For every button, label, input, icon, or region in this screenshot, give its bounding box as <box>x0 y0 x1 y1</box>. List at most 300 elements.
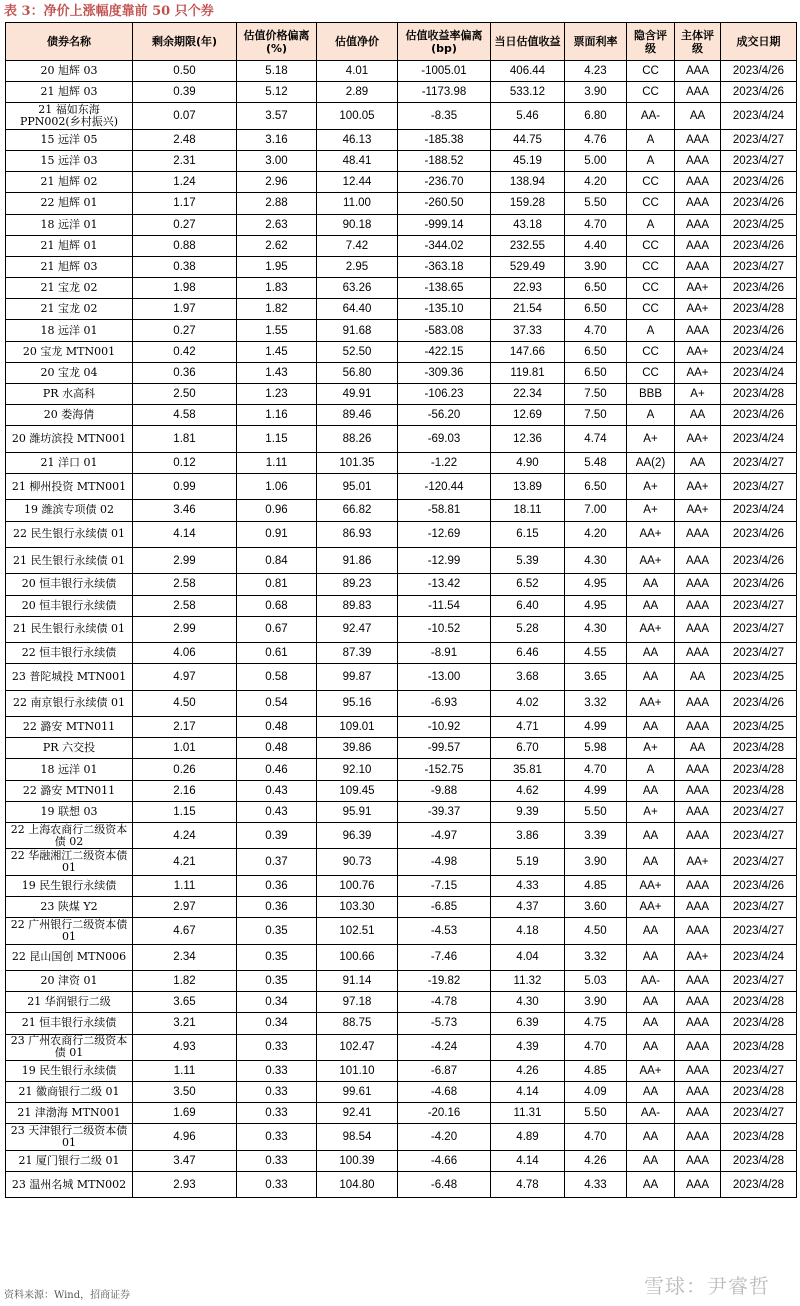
table-cell: 4.75 <box>565 1013 627 1034</box>
table-cell: 1.81 <box>133 426 237 452</box>
table-cell: 99.87 <box>317 664 398 690</box>
col-header-remaining-term: 剩余期限(年) <box>133 23 237 61</box>
table-cell: AA- <box>627 103 675 129</box>
table-cell: AA <box>627 643 675 664</box>
table-row <box>6 801 797 822</box>
table-cell: CC <box>627 61 675 82</box>
table-cell: 3.00 <box>237 150 317 171</box>
table-cell: 2023/4/28 <box>721 780 797 801</box>
table-cell: 6.50 <box>565 299 627 320</box>
table-cell: AA <box>627 1150 675 1171</box>
table-cell: 46.13 <box>317 129 398 150</box>
table-cell: 6.52 <box>491 574 565 595</box>
table-cell: 2.62 <box>237 235 317 256</box>
table-cell: -185.38 <box>398 129 491 150</box>
table-cell: 0.91 <box>237 521 317 547</box>
table-cell: 11.00 <box>317 193 398 214</box>
table-cell: 0.33 <box>237 1124 317 1150</box>
table-cell: 1.15 <box>237 426 317 452</box>
table-cell: AA <box>627 992 675 1013</box>
table-cell: 4.70 <box>565 1124 627 1150</box>
table-cell: 0.50 <box>133 61 237 82</box>
table-body <box>6 61 797 1198</box>
table-cell: 90.18 <box>317 214 398 235</box>
table-row <box>6 1172 797 1198</box>
table-cell: 23 陕煤 Y2 <box>6 896 133 917</box>
table-row <box>6 214 797 235</box>
table-cell: 2023/4/28 <box>721 738 797 759</box>
table-cell: 6.80 <box>565 103 627 129</box>
table-cell: 2.93 <box>133 1172 237 1198</box>
table-row <box>6 970 797 991</box>
table-cell: 2023/4/26 <box>721 875 797 896</box>
table-cell: 95.01 <box>317 473 398 499</box>
table-cell: -10.92 <box>398 717 491 738</box>
table-cell: 6.39 <box>491 1013 565 1034</box>
col-header-net-price: 估值净价 <box>317 23 398 61</box>
table-cell: -583.08 <box>398 320 491 341</box>
table-cell: 0.68 <box>237 595 317 616</box>
table-cell: AAA <box>675 896 721 917</box>
table-cell: 4.90 <box>491 452 565 473</box>
table-cell: 2023/4/26 <box>721 278 797 299</box>
table-cell: 2.97 <box>133 896 237 917</box>
table-cell: 3.46 <box>133 500 237 521</box>
table-cell: AAA <box>675 643 721 664</box>
table-cell: AAA <box>675 521 721 547</box>
table-cell: AA <box>627 823 675 849</box>
table-cell: 4.50 <box>565 918 627 944</box>
table-row <box>6 341 797 362</box>
table-cell: -6.87 <box>398 1060 491 1081</box>
table-cell: -999.14 <box>398 214 491 235</box>
table-row <box>6 150 797 171</box>
table-cell: AA <box>627 780 675 801</box>
table-cell: 2023/4/25 <box>721 664 797 690</box>
table-cell: 18 远洋 01 <box>6 214 133 235</box>
table-cell: 2.58 <box>133 595 237 616</box>
table-cell: 2023/4/27 <box>721 896 797 917</box>
table-row <box>6 362 797 383</box>
col-header-day-yield: 当日估值收益 <box>491 23 565 61</box>
table-cell: 4.74 <box>565 426 627 452</box>
table-cell: 0.48 <box>237 717 317 738</box>
table-cell: 20 潍坊滨投 MTN001 <box>6 426 133 452</box>
table-cell: 99.61 <box>317 1082 398 1103</box>
table-cell: 5.03 <box>565 970 627 991</box>
table-cell: 1.15 <box>133 801 237 822</box>
table-cell: 2023/4/27 <box>721 1103 797 1124</box>
table-row <box>6 1103 797 1124</box>
table-cell: AAA <box>675 214 721 235</box>
table-cell: 4.01 <box>317 61 398 82</box>
table-cell: 529.49 <box>491 256 565 277</box>
table-cell: 91.86 <box>317 547 398 573</box>
table-cell: AA- <box>627 1103 675 1124</box>
table-cell: 89.83 <box>317 595 398 616</box>
table-cell: 4.04 <box>491 944 565 970</box>
table-cell: AAA <box>675 616 721 642</box>
table-cell: 4.71 <box>491 717 565 738</box>
table-cell: 2.95 <box>317 256 398 277</box>
table-row <box>6 1082 797 1103</box>
table-cell: 22 潞安 MTN011 <box>6 717 133 738</box>
table-cell: 4.93 <box>133 1034 237 1060</box>
table-cell: A+ <box>627 426 675 452</box>
table-cell: AAA <box>675 82 721 103</box>
table-cell: 20 娄海倩 <box>6 405 133 426</box>
table-cell: 91.68 <box>317 320 398 341</box>
table-cell: 22 上海农商行二级资本债 02 <box>6 823 133 849</box>
table-cell: 2023/4/26 <box>721 574 797 595</box>
table-row <box>6 320 797 341</box>
table-cell: 3.60 <box>565 896 627 917</box>
table-cell: 92.47 <box>317 616 398 642</box>
table-cell: 2023/4/25 <box>721 214 797 235</box>
table-cell: 3.32 <box>565 944 627 970</box>
table-cell: 0.88 <box>133 235 237 256</box>
table-cell: AA <box>627 664 675 690</box>
table-cell: 3.90 <box>565 82 627 103</box>
table-cell: 21 旭辉 02 <box>6 172 133 193</box>
table-cell: PR 水高科 <box>6 384 133 405</box>
table-cell: 90.73 <box>317 849 398 875</box>
table-cell: 0.27 <box>133 320 237 341</box>
table-cell: 4.85 <box>565 875 627 896</box>
table-cell: 0.43 <box>237 801 317 822</box>
table-cell: 2023/4/27 <box>721 823 797 849</box>
table-cell: 6.50 <box>565 362 627 383</box>
table-cell: -6.48 <box>398 1172 491 1198</box>
table-cell: 4.67 <box>133 918 237 944</box>
table-cell: 100.05 <box>317 103 398 129</box>
table-cell: 4.30 <box>491 992 565 1013</box>
table-cell: -4.98 <box>398 849 491 875</box>
table-cell: 2.99 <box>133 547 237 573</box>
table-cell: -10.52 <box>398 616 491 642</box>
table-cell: 18 远洋 01 <box>6 320 133 341</box>
table-cell: 6.50 <box>565 473 627 499</box>
table-cell: -4.66 <box>398 1150 491 1171</box>
table-cell: A+ <box>627 801 675 822</box>
table-row <box>6 1034 797 1060</box>
table-cell: 20 恒丰银行永续债 <box>6 574 133 595</box>
table-cell: 4.96 <box>133 1124 237 1150</box>
table-cell: 2.48 <box>133 129 237 150</box>
table-row <box>6 1150 797 1171</box>
table-caption: 表 3：净价上涨幅度靠前 50 只个券 <box>4 4 214 19</box>
col-header-coupon: 票面利率 <box>565 23 627 61</box>
table-cell: 0.33 <box>237 1103 317 1124</box>
table-cell: 2023/4/27 <box>721 452 797 473</box>
table-cell: 15 远洋 05 <box>6 129 133 150</box>
table-cell: 3.68 <box>491 664 565 690</box>
table-cell: 0.33 <box>237 1150 317 1171</box>
table-cell: 4.70 <box>565 759 627 780</box>
table-cell: 87.39 <box>317 643 398 664</box>
table-cell: 88.75 <box>317 1013 398 1034</box>
table-cell: 6.40 <box>491 595 565 616</box>
table-cell: 4.95 <box>565 574 627 595</box>
table-cell: 1.16 <box>237 405 317 426</box>
table-cell: 4.23 <box>565 61 627 82</box>
table-cell: AAA <box>675 1124 721 1150</box>
table-cell: 2023/4/24 <box>721 103 797 129</box>
table-cell: 92.41 <box>317 1103 398 1124</box>
table-row <box>6 500 797 521</box>
table-cell: 89.23 <box>317 574 398 595</box>
table-row <box>6 278 797 299</box>
table-cell: 102.51 <box>317 918 398 944</box>
table-cell: 100.76 <box>317 875 398 896</box>
table-cell: 4.97 <box>133 664 237 690</box>
table-cell: A <box>627 150 675 171</box>
table-cell: 4.14 <box>133 521 237 547</box>
table-cell: -4.24 <box>398 1034 491 1060</box>
table-cell: AA <box>675 103 721 129</box>
table-cell: AA+ <box>627 521 675 547</box>
table-row <box>6 426 797 452</box>
table-cell: 0.48 <box>237 738 317 759</box>
table-cell: AAA <box>675 970 721 991</box>
table-cell: AA- <box>627 970 675 991</box>
table-row <box>6 299 797 320</box>
table-cell: -12.69 <box>398 521 491 547</box>
table-cell: 0.33 <box>237 1082 317 1103</box>
table-cell: 1.01 <box>133 738 237 759</box>
table-cell: -7.15 <box>398 875 491 896</box>
table-cell: 1.06 <box>237 473 317 499</box>
table-cell: 1.45 <box>237 341 317 362</box>
table-cell: 3.86 <box>491 823 565 849</box>
table-cell: AAA <box>675 823 721 849</box>
table-cell: 0.35 <box>237 944 317 970</box>
table-cell: AA+ <box>675 278 721 299</box>
table-cell: 37.33 <box>491 320 565 341</box>
table-cell: -12.99 <box>398 547 491 573</box>
table-cell: 101.35 <box>317 452 398 473</box>
table-cell: 4.62 <box>491 780 565 801</box>
table-cell: AA+ <box>627 547 675 573</box>
table-cell: AA <box>627 1082 675 1103</box>
table-cell: 52.50 <box>317 341 398 362</box>
table-cell: 4.70 <box>565 1034 627 1060</box>
table-cell: 21 旭辉 03 <box>6 256 133 277</box>
table-cell: AAA <box>675 1060 721 1081</box>
table-cell: CC <box>627 341 675 362</box>
table-cell: 21.54 <box>491 299 565 320</box>
table-cell: 2023/4/24 <box>721 500 797 521</box>
table-cell: 2.89 <box>317 82 398 103</box>
table-cell: 2.58 <box>133 574 237 595</box>
table-cell: -4.78 <box>398 992 491 1013</box>
table-cell: 5.50 <box>565 1103 627 1124</box>
table-cell: AA <box>627 574 675 595</box>
table-cell: -1005.01 <box>398 61 491 82</box>
table-cell: AA <box>675 738 721 759</box>
table-cell: A+ <box>627 473 675 499</box>
table-cell: 2.31 <box>133 150 237 171</box>
table-cell: 103.30 <box>317 896 398 917</box>
table-cell: 22.93 <box>491 278 565 299</box>
table-cell: 6.15 <box>491 521 565 547</box>
table-cell: 1.23 <box>237 384 317 405</box>
table-cell: 0.84 <box>237 547 317 573</box>
table-cell: AA+ <box>675 944 721 970</box>
table-cell: 0.33 <box>237 1172 317 1198</box>
table-cell: 1.11 <box>133 875 237 896</box>
table-cell: 96.39 <box>317 823 398 849</box>
table-cell: 20 旭辉 03 <box>6 61 133 82</box>
table-cell: 22 华融湘江二级资本债 01 <box>6 849 133 875</box>
table-cell: 56.80 <box>317 362 398 383</box>
table-cell: AA <box>675 405 721 426</box>
table-cell: AAA <box>675 1013 721 1034</box>
table-cell: AAA <box>675 780 721 801</box>
table-cell: 2023/4/24 <box>721 426 797 452</box>
table-cell: 35.81 <box>491 759 565 780</box>
table-cell: 101.10 <box>317 1060 398 1081</box>
table-cell: 1.82 <box>237 299 317 320</box>
table-cell: CC <box>627 193 675 214</box>
table-cell: -4.97 <box>398 823 491 849</box>
table-cell: 0.39 <box>237 823 317 849</box>
table-cell: 20 津资 01 <box>6 970 133 991</box>
table-cell: 9.39 <box>491 801 565 822</box>
table-cell: 4.50 <box>133 690 237 716</box>
table-cell: AAA <box>675 172 721 193</box>
table-cell: 15 远洋 03 <box>6 150 133 171</box>
table-cell: 2023/4/26 <box>721 61 797 82</box>
table-cell: 4.99 <box>565 780 627 801</box>
col-header-issuer-rating: 主体评级 <box>675 23 721 61</box>
table-cell: 21 旭辉 01 <box>6 235 133 256</box>
table-cell: 5.12 <box>237 82 317 103</box>
table-cell: A <box>627 320 675 341</box>
table-cell: -4.68 <box>398 1082 491 1103</box>
table-cell: 21 华润银行二级 <box>6 992 133 1013</box>
table-cell: A <box>627 405 675 426</box>
table-cell: 2023/4/24 <box>721 362 797 383</box>
table-cell: AA <box>627 1124 675 1150</box>
table-cell: AAA <box>675 992 721 1013</box>
table-cell: 2023/4/27 <box>721 595 797 616</box>
table-cell: A+ <box>675 384 721 405</box>
table-cell: BBB <box>627 384 675 405</box>
table-cell: 0.61 <box>237 643 317 664</box>
table-row <box>6 235 797 256</box>
table-cell: 4.26 <box>565 1150 627 1171</box>
table-cell: AA <box>627 849 675 875</box>
table-cell: 11.31 <box>491 1103 565 1124</box>
table-cell: 1.82 <box>133 970 237 991</box>
table-cell: 4.70 <box>565 214 627 235</box>
table-cell: 4.70 <box>565 320 627 341</box>
table-cell: 2023/4/28 <box>721 1082 797 1103</box>
table-row <box>6 896 797 917</box>
table-cell: 21 福如东海 PPN002(乡村振兴) <box>6 103 133 129</box>
table-row <box>6 595 797 616</box>
table-row <box>6 823 797 849</box>
table-cell: 64.40 <box>317 299 398 320</box>
table-cell: 2023/4/28 <box>721 384 797 405</box>
table-cell: 0.07 <box>133 103 237 129</box>
bond-table <box>5 22 797 1198</box>
table-cell: 0.96 <box>237 500 317 521</box>
table-cell: -422.15 <box>398 341 491 362</box>
table-cell: -13.42 <box>398 574 491 595</box>
table-cell: AAA <box>675 918 721 944</box>
table-cell: -309.36 <box>398 362 491 383</box>
table-cell: 22 旭辉 01 <box>6 193 133 214</box>
table-row <box>6 875 797 896</box>
table-cell: 0.35 <box>237 918 317 944</box>
table-cell: -188.52 <box>398 150 491 171</box>
table-cell: 119.81 <box>491 362 565 383</box>
table-cell: 91.14 <box>317 970 398 991</box>
table-cell: CC <box>627 172 675 193</box>
table-cell: 5.46 <box>491 103 565 129</box>
table-cell: 21 宝龙 02 <box>6 278 133 299</box>
table-cell: 2.96 <box>237 172 317 193</box>
table-cell: 2023/4/28 <box>721 299 797 320</box>
table-cell: 1.83 <box>237 278 317 299</box>
table-cell: 2023/4/27 <box>721 643 797 664</box>
table-cell: 21 厦门银行二级 01 <box>6 1150 133 1171</box>
table-row <box>6 61 797 82</box>
table-cell: 5.48 <box>565 452 627 473</box>
table-cell: -138.65 <box>398 278 491 299</box>
table-cell: 2023/4/27 <box>721 473 797 499</box>
table-cell: PR 六交投 <box>6 738 133 759</box>
table-cell: AAA <box>675 595 721 616</box>
table-cell: A <box>627 214 675 235</box>
table-cell: 39.86 <box>317 738 398 759</box>
table-cell: CC <box>627 299 675 320</box>
table-cell: 2023/4/26 <box>721 82 797 103</box>
table-cell: 95.91 <box>317 801 398 822</box>
table-cell: 4.78 <box>491 1172 565 1198</box>
table-cell: 4.39 <box>491 1034 565 1060</box>
table-cell: 406.44 <box>491 61 565 82</box>
table-cell: 2023/4/27 <box>721 970 797 991</box>
table-cell: 19 民生银行永续债 <box>6 1060 133 1081</box>
table-cell: 0.35 <box>237 970 317 991</box>
table-cell: 2023/4/24 <box>721 944 797 970</box>
table-cell: -19.82 <box>398 970 491 991</box>
table-cell: -6.93 <box>398 690 491 716</box>
table-cell: 21 民生银行永续债 01 <box>6 547 133 573</box>
table-cell: 45.19 <box>491 150 565 171</box>
table-cell: -1173.98 <box>398 82 491 103</box>
table-cell: 3.65 <box>565 664 627 690</box>
table-cell: 2023/4/28 <box>721 1150 797 1171</box>
table-cell: 0.12 <box>133 452 237 473</box>
table-cell: AAA <box>675 574 721 595</box>
table-cell: 5.50 <box>565 801 627 822</box>
table-row <box>6 643 797 664</box>
table-cell: 104.80 <box>317 1172 398 1198</box>
table-cell: -4.20 <box>398 1124 491 1150</box>
table-cell: 0.26 <box>133 759 237 780</box>
table-cell: AAA <box>675 320 721 341</box>
table-cell: 4.76 <box>565 129 627 150</box>
table-cell: 1.55 <box>237 320 317 341</box>
table-cell: 1.11 <box>237 452 317 473</box>
table-cell: AA+ <box>675 426 721 452</box>
table-cell: 4.06 <box>133 643 237 664</box>
table-cell: 4.99 <box>565 717 627 738</box>
